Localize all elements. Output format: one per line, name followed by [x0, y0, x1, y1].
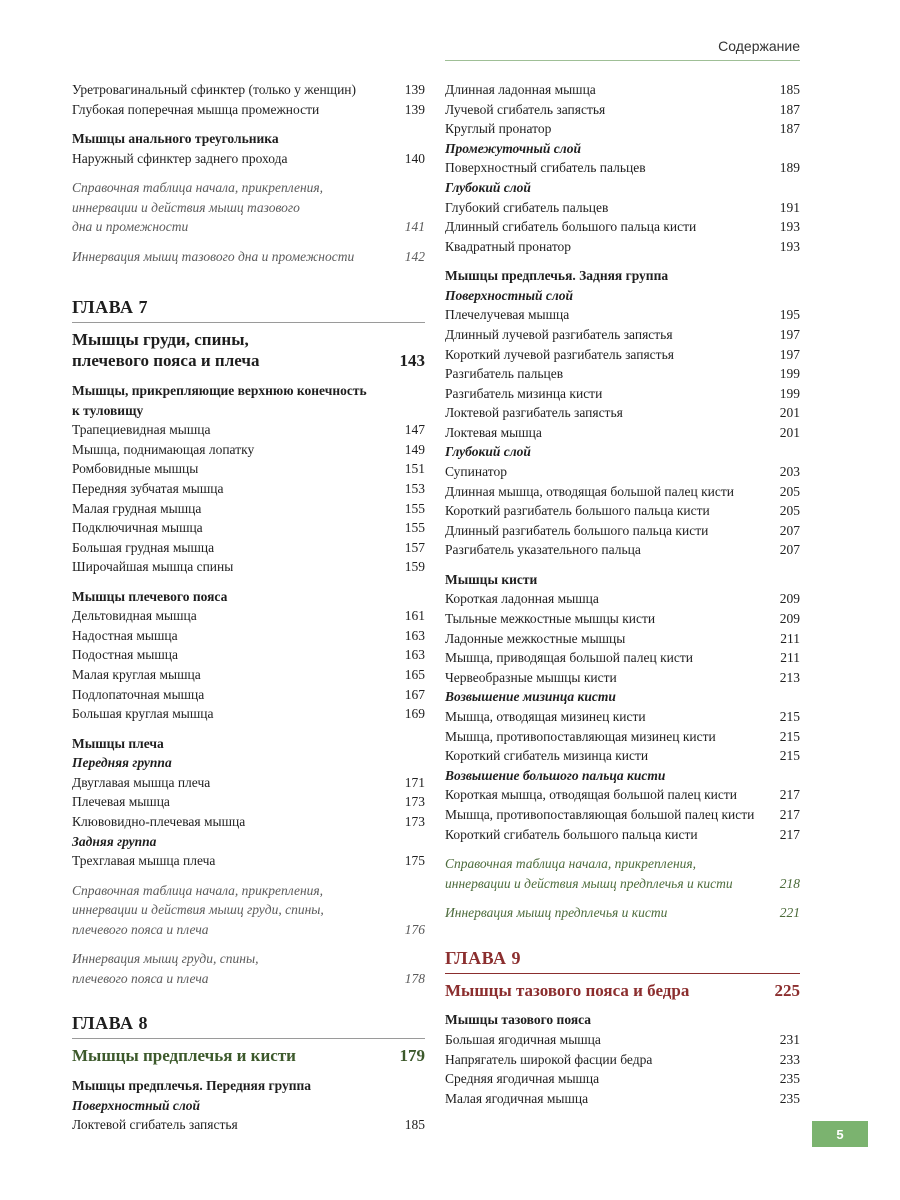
entry-title: Малая круглая мышца: [72, 667, 201, 683]
page-number: 142: [404, 248, 425, 264]
entry-title: Короткий разгибатель большого пальца кисти: [445, 503, 710, 519]
toc-group: [445, 462, 800, 560]
ref-line: Справочная таблица начала, прикрепления,: [445, 855, 697, 871]
page-number: 211: [780, 650, 800, 666]
page-number: 193: [779, 219, 800, 235]
ref-line: иннервации и действия мышц предплечья и кисти: [445, 875, 733, 891]
page-number: 155: [404, 500, 425, 516]
toc-entry[interactable]: [72, 685, 425, 705]
subsection-heading: Глубокий слой: [445, 444, 531, 460]
entry-title: Ромбовидные мышцы: [72, 461, 199, 477]
entry-title: Двуглавая мышца плеча: [72, 774, 211, 790]
entry-title: Длинный разгибатель большого пальца кисти: [445, 522, 709, 538]
page-number: 235: [779, 1071, 800, 1087]
toc-group: [445, 707, 800, 766]
entry-title: Поверхностный сгибатель пальцев: [445, 160, 646, 176]
toc-entry[interactable]: [72, 80, 425, 100]
entry-title: Надостная мышца: [72, 627, 178, 643]
ref-line: Справочная таблица начала, прикрепления,: [72, 882, 324, 898]
entry-title: Большая круглая мышца: [72, 706, 214, 722]
toc-right-column: [445, 80, 800, 1108]
toc-entry[interactable]: [72, 479, 425, 499]
page-number: 209: [779, 591, 800, 607]
toc-group: [445, 785, 800, 844]
chapter-title-line: Мышцы тазового пояса и бедра: [445, 980, 690, 1000]
entry-title: Короткий сгибатель мизинца кисти: [445, 748, 649, 764]
toc-entry[interactable]: [72, 100, 425, 120]
page-number: 185: [779, 82, 800, 97]
entry-title: Средняя ягодичная мышца: [445, 1071, 600, 1087]
toc-entry[interactable]: [445, 629, 800, 649]
entry-title: Наружный сфинктер заднего прохода: [72, 150, 288, 166]
toc-entry[interactable]: [445, 403, 800, 423]
entry-title: Напрягатель широкой фасции бедра: [445, 1051, 653, 1067]
toc-entry[interactable]: [72, 851, 425, 871]
toc-entry[interactable]: [445, 609, 800, 629]
ref-line: Иннервация мышц тазового дна и промежности: [72, 248, 355, 264]
section-heading: [72, 381, 425, 420]
subsection-heading: Возвышение мизинца кисти: [445, 689, 616, 705]
toc-entry[interactable]: [445, 540, 800, 560]
section-heading: Мышцы плеча: [72, 735, 164, 751]
toc-entry[interactable]: [72, 773, 425, 793]
entry-title: Глубокая поперечная мышца промежности: [72, 101, 320, 117]
ref-line: Иннервация мышц предплечья и кисти: [445, 904, 668, 920]
toc-entry[interactable]: [445, 1030, 800, 1050]
page-number: 189: [779, 160, 800, 176]
toc-group: [445, 589, 800, 687]
subsection-heading: Передняя группа: [72, 755, 172, 771]
section-heading: Мышцы предплечья. Задняя группа: [445, 268, 669, 284]
page-number: 197: [779, 326, 800, 342]
chapter-title-line: Мышцы груди, спины,: [72, 330, 249, 350]
ref-line: дна и промежности: [72, 219, 189, 235]
page-number: 225: [774, 980, 800, 1000]
toc-entry[interactable]: [72, 459, 425, 479]
entry-title: Разгибатель указательного пальца: [445, 542, 641, 558]
toc-entry[interactable]: [445, 384, 800, 404]
toc-entry[interactable]: [72, 704, 425, 724]
section-heading: Мышцы кисти: [445, 571, 538, 587]
page-number: 215: [779, 728, 800, 744]
toc-group: [72, 420, 425, 577]
subsection-heading: Возвышение большого пальца кисти: [445, 767, 666, 783]
toc-entry[interactable]: [72, 645, 425, 665]
entry-title: Дельтовидная мышца: [72, 608, 197, 624]
toc-entry[interactable]: [445, 100, 800, 120]
entry-title: Круглый пронатор: [445, 121, 552, 137]
header-divider: [445, 60, 800, 61]
reference-table-entry[interactable]: [72, 178, 425, 237]
toc-entry[interactable]: [445, 482, 800, 502]
page-number: 199: [779, 385, 800, 401]
subsection-heading: Задняя группа: [72, 833, 157, 849]
page-number: 139: [404, 82, 425, 97]
page-number: 199: [779, 366, 800, 382]
page-number: 193: [779, 238, 800, 254]
toc-group: [72, 606, 425, 724]
ref-line: Справочная таблица начала, прикрепления,: [72, 179, 324, 195]
section-heading: Мышцы плечевого пояса: [72, 588, 228, 604]
page-number: 201: [779, 405, 800, 421]
toc-entry[interactable]: [445, 727, 800, 747]
page-number: 213: [779, 669, 800, 685]
entry-title: Подключичная мышца: [72, 520, 203, 536]
entry-title: Разгибатель пальцев: [445, 366, 564, 382]
ref-line: плечевого пояса и плеча: [72, 970, 209, 986]
toc-entry[interactable]: [72, 518, 425, 538]
subsection-heading: Поверхностный слой: [72, 1097, 200, 1113]
page-number: 151: [404, 461, 425, 477]
toc-entry[interactable]: [72, 812, 425, 832]
toc-entry[interactable]: [445, 501, 800, 521]
chapter-7-title[interactable]: [72, 329, 425, 371]
chapter-8-title[interactable]: [72, 1045, 425, 1066]
page-number: 176: [404, 921, 425, 937]
page-number: 167: [404, 686, 425, 702]
page-number: 173: [404, 794, 425, 810]
entry-title: Разгибатель мизинца кисти: [445, 385, 603, 401]
page-number: 203: [779, 464, 800, 480]
toc-entry[interactable]: [445, 462, 800, 482]
page-number: 147: [404, 422, 425, 438]
toc-group: [445, 80, 800, 139]
entry-title: Малая грудная мышца: [72, 500, 202, 516]
subsection-heading: Глубокий слой: [445, 179, 531, 195]
toc-group: [445, 305, 800, 442]
entry-title: Мышца, приводящая большой палец кисти: [445, 650, 693, 666]
page-number: 175: [404, 853, 425, 869]
entry-title: Мышца, отводящая мизинец кисти: [445, 709, 646, 724]
page-number: 155: [404, 520, 425, 536]
entry-title: Лучевой сгибатель запястья: [445, 101, 606, 117]
page-number: 187: [779, 121, 800, 137]
toc-group: [72, 149, 425, 169]
entry-title: Короткая ладонная мышца: [445, 591, 599, 607]
page-number: 159: [404, 559, 425, 575]
page-number: 207: [779, 522, 800, 538]
entry-title: Мышца, поднимающая лопатку: [72, 441, 255, 457]
entry-title: Клювовидно-плечевая мышца: [72, 814, 246, 829]
toc-entry[interactable]: [445, 237, 800, 257]
entry-title: Широчайшая мышца спины: [72, 559, 234, 575]
page-number: 173: [404, 814, 425, 829]
toc-group: [72, 773, 425, 832]
entry-title: Локтевой разгибатель запястья: [445, 405, 623, 421]
page-number: 211: [780, 630, 800, 646]
page-number: 217: [779, 826, 800, 842]
page-number: 169: [404, 706, 425, 722]
entry-title: Локтевая мышца: [445, 424, 542, 440]
page-number: 141: [404, 219, 425, 235]
entry-title: Подостная мышца: [72, 647, 178, 663]
page-number: 209: [779, 611, 800, 627]
entry-title: Короткий сгибатель большого пальца кисти: [445, 826, 698, 842]
section-heading: Мышцы анального треугольника: [72, 130, 279, 146]
ref-line: Иннервация мышц груди, спины,: [72, 951, 259, 967]
page-number: 217: [779, 806, 800, 822]
toc-entry[interactable]: [445, 589, 800, 609]
toc-entry[interactable]: [445, 805, 800, 825]
toc-entry[interactable]: [72, 1115, 425, 1135]
entry-title: Трехглавая мышца плеча: [72, 853, 216, 869]
chapter-8-label: ГЛАВА 8: [72, 1013, 149, 1034]
entry-title: Уретровагинальный сфинктер (только у женщин): [72, 82, 357, 97]
toc-entry[interactable]: [445, 1050, 800, 1070]
ref-line: иннервации и действия мышц груди, спины,: [72, 902, 324, 918]
entry-title: Червеобразные мышцы кисти: [445, 669, 617, 685]
entry-title: Квадратный пронатор: [445, 238, 572, 254]
toc-entry[interactable]: [445, 80, 800, 100]
entry-title: Глубокий сгибатель пальцев: [445, 199, 609, 215]
page-number: 179: [399, 1046, 425, 1066]
entry-title: Большая ягодичная мышца: [445, 1031, 601, 1047]
page-number: 217: [779, 787, 800, 803]
page-number: 215: [779, 709, 800, 724]
entry-title: Мышца, противопоставляющая большой палец кисти: [445, 806, 755, 822]
entry-title: Короткая мышца, отводящая большой палец кисти: [445, 787, 738, 803]
toc-entry[interactable]: [445, 119, 800, 139]
toc-entry[interactable]: [72, 149, 425, 169]
toc-entry[interactable]: [72, 440, 425, 460]
toc-entry[interactable]: [72, 538, 425, 558]
page-number: 215: [779, 748, 800, 764]
page-number: 161: [404, 608, 425, 624]
toc-group: [72, 80, 425, 119]
chapter-9-title[interactable]: [445, 980, 800, 1001]
section-heading: Мышцы тазового пояса: [445, 1012, 592, 1028]
toc-entry[interactable]: [445, 1069, 800, 1089]
toc-entry[interactable]: [445, 648, 800, 668]
page-number-badge: 5: [812, 1121, 868, 1147]
entry-title: Тыльные межкостные мышцы кисти: [445, 611, 656, 627]
entry-title: Малая ягодичная мышца: [445, 1090, 589, 1106]
reference-table-entry[interactable]: [445, 854, 800, 893]
page-number: 163: [404, 627, 425, 643]
section-heading: Мышцы предплечья. Передняя группа: [72, 1078, 312, 1094]
ref-line: плечевого пояса и плеча: [72, 921, 209, 937]
toc-group: [445, 1030, 800, 1108]
page-number: 165: [404, 667, 425, 683]
toc-entry[interactable]: [72, 792, 425, 812]
ref-line: иннервации и действия мышц тазового: [72, 199, 300, 215]
toc-entry[interactable]: [445, 1089, 800, 1109]
entry-title: Подлопаточная мышца: [72, 686, 205, 702]
entry-title: Короткий лучевой разгибатель запястья: [445, 346, 674, 362]
entry-title: Трапециевидная мышца: [72, 422, 211, 438]
running-header-title: Содержание: [718, 38, 800, 54]
page-number: 163: [404, 647, 425, 663]
page-number: 139: [404, 101, 425, 117]
entry-title: Локтевой сгибатель запястья: [72, 1117, 238, 1133]
innervation-entry[interactable]: [445, 903, 800, 923]
toc-group: [72, 851, 425, 871]
toc-entry[interactable]: [72, 420, 425, 440]
toc-entry[interactable]: [445, 785, 800, 805]
page-number: 157: [404, 539, 425, 555]
toc-entry[interactable]: [72, 665, 425, 685]
toc-entry[interactable]: [445, 345, 800, 365]
entry-title: Ладонные межкостные мышцы: [445, 630, 626, 646]
page-number: 185: [404, 1117, 425, 1133]
toc-entry[interactable]: [445, 707, 800, 727]
page-number: 207: [779, 542, 800, 558]
toc-entry[interactable]: [445, 521, 800, 541]
toc-entry[interactable]: [72, 606, 425, 626]
toc-entry[interactable]: [445, 198, 800, 218]
entry-title: Супинатор: [445, 464, 507, 480]
entry-title: Большая грудная мышца: [72, 539, 215, 555]
entry-title: Плечевая мышца: [72, 794, 170, 810]
entry-title: Длинная ладонная мышца: [445, 82, 596, 97]
toc-entry[interactable]: [445, 305, 800, 325]
chapter-divider: [72, 322, 425, 323]
chapter-divider: [445, 973, 800, 974]
page-number: 231: [779, 1031, 800, 1047]
chapter-7-label: ГЛАВА 7: [72, 297, 149, 318]
page-number: 235: [779, 1090, 800, 1106]
toc-group: [72, 1115, 425, 1135]
entry-title: Длинная мышца, отводящая большой палец кисти: [445, 483, 734, 499]
subsection-heading: Поверхностный слой: [445, 287, 573, 303]
toc-entry[interactable]: [72, 557, 425, 577]
page-number: 201: [779, 424, 800, 440]
innervation-entry[interactable]: [72, 949, 425, 988]
page-number: 195: [779, 307, 800, 323]
toc-entry[interactable]: [445, 668, 800, 688]
toc-entry[interactable]: [445, 825, 800, 845]
reference-table-entry[interactable]: [72, 881, 425, 940]
chapter-divider: [72, 1038, 425, 1039]
page-number: 178: [404, 970, 425, 986]
toc-entry[interactable]: [445, 364, 800, 384]
entry-title: Плечелучевая мышца: [445, 307, 570, 323]
chapter-9-label: ГЛАВА 9: [445, 947, 522, 968]
subsection-heading: Промежуточный слой: [445, 140, 581, 156]
page-number: 149: [404, 441, 425, 457]
entry-title: Мышца, противопоставляющая мизинец кисти: [445, 728, 716, 744]
toc-entry[interactable]: [445, 158, 800, 178]
chapter-title-line: Мышцы предплечья и кисти: [72, 1046, 296, 1066]
toc-entry[interactable]: [445, 423, 800, 443]
page-number: 171: [404, 774, 425, 790]
page-number: 221: [779, 904, 800, 920]
page-number: 187: [779, 101, 800, 117]
toc-entry[interactable]: [72, 499, 425, 519]
heading-line: Мышцы, прикрепляющие верхнюю конечность: [72, 382, 367, 398]
page-number: 143: [399, 351, 425, 371]
page-number: 205: [779, 483, 800, 499]
toc-entry[interactable]: [72, 626, 425, 646]
entry-title: Длинный сгибатель большого пальца кисти: [445, 219, 697, 235]
entry-title: Передняя зубчатая мышца: [72, 480, 224, 496]
toc-left-column: [72, 80, 425, 1135]
chapter-title-line: плечевого пояса и плеча: [72, 351, 260, 371]
toc-entry[interactable]: [445, 217, 800, 237]
toc-group: [445, 198, 800, 257]
toc-group: [445, 158, 800, 178]
innervation-entry[interactable]: [72, 247, 425, 267]
page-number: 191: [779, 199, 800, 215]
toc-entry[interactable]: [445, 746, 800, 766]
page-number: 153: [404, 480, 425, 496]
page-number: 218: [779, 875, 800, 891]
page-number: 140: [404, 150, 425, 166]
heading-line: к туловищу: [72, 402, 144, 418]
entry-title: Длинный лучевой разгибатель запястья: [445, 326, 673, 342]
page-number: 205: [779, 503, 800, 519]
page-number: 197: [779, 346, 800, 362]
toc-entry[interactable]: [445, 325, 800, 345]
page-number: 233: [779, 1051, 800, 1067]
